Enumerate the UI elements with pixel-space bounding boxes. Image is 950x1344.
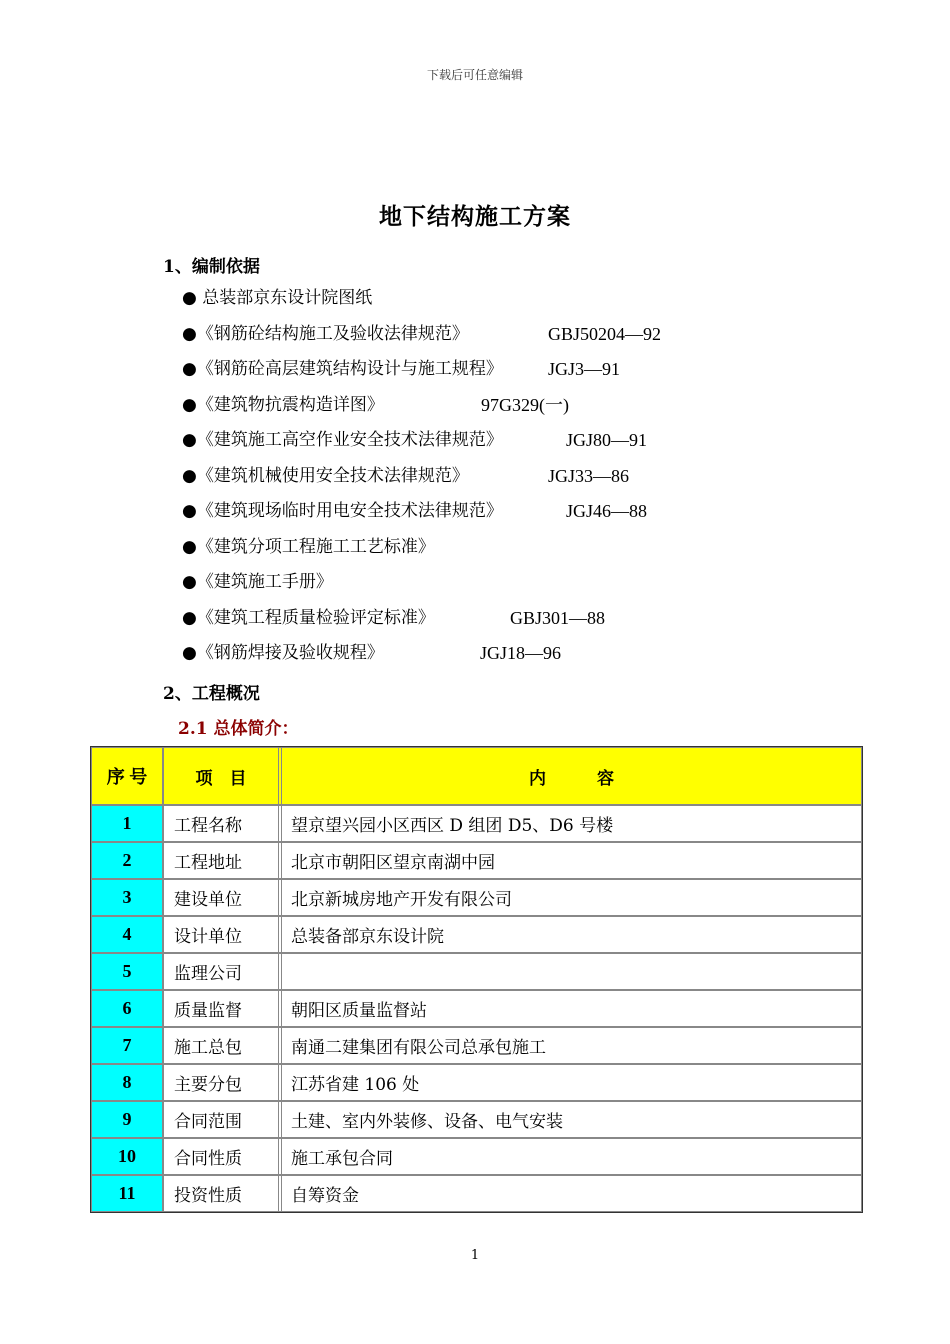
reference-item: [182, 602, 882, 638]
overview-table: [90, 746, 863, 1213]
reference-item: [182, 318, 882, 354]
reference-code: JGJ33—86: [548, 465, 630, 486]
reference-code: GBJ301—88: [510, 607, 606, 628]
reference-title: ●《钢筋砼高层建筑结构设计与施工规程》: [182, 359, 503, 379]
reference-item: [182, 495, 882, 531]
reference-title: ●《建筑工程质量检验评定标准》: [182, 607, 435, 628]
reference-title: ●《建筑现场临时用电安全技术法律规范》: [182, 501, 503, 521]
row-number: 11: [91, 1175, 163, 1212]
row-number: 4: [91, 916, 163, 953]
row-content: 自筹资金: [281, 1175, 862, 1212]
section-2-heading: 2、工程概况: [163, 684, 260, 704]
page-number: 1: [470, 1248, 480, 1263]
reference-item: [182, 389, 882, 425]
row-item: 施工总包: [163, 1027, 279, 1064]
section-1-heading: 1、编制依据: [163, 257, 260, 277]
table-header-row: [91, 747, 862, 805]
row-content: 江苏省建 106 处: [281, 1064, 862, 1101]
row-number: 9: [91, 1101, 163, 1138]
row-content: 南通二建集团有限公司总承包施工: [281, 1027, 862, 1064]
row-content: [281, 953, 862, 990]
section-2-1-heading: 2.1 总体简介：: [178, 719, 299, 739]
row-number: 5: [91, 953, 163, 990]
row-number: 7: [91, 1027, 163, 1064]
reference-code: GBJ50204—92: [548, 323, 662, 344]
table-row: [91, 1138, 862, 1175]
row-number: 1: [91, 805, 163, 842]
reference-title: ●《建筑机械使用安全技术法律规范》: [182, 465, 469, 486]
reference-title: ●《钢筋砼结构施工及验收法律规范》: [182, 323, 469, 344]
reference-code: JGJ80—91: [566, 430, 648, 450]
reference-title: ●《建筑施工手册》: [182, 572, 333, 592]
row-content: 土建、室内外装修、设备、电气安装: [281, 1101, 862, 1138]
table-row: [91, 805, 862, 842]
reference-item: [182, 566, 882, 602]
row-number: 6: [91, 990, 163, 1027]
reference-item: [182, 531, 882, 567]
row-item: 工程名称: [163, 805, 279, 842]
table-row: [91, 916, 862, 953]
table-row: [91, 842, 862, 879]
reference-code: JGJ46—88: [566, 501, 648, 521]
header-content: 内 容: [281, 747, 862, 805]
table-row: [91, 1027, 862, 1064]
row-number: 10: [91, 1138, 163, 1175]
row-number: 2: [91, 842, 163, 879]
table-row: [91, 1101, 862, 1138]
row-number: 8: [91, 1064, 163, 1101]
row-item: 合同性质: [163, 1138, 279, 1175]
reference-list: [182, 282, 882, 673]
row-content: 北京市朝阳区望京南湖中园: [281, 842, 862, 879]
reference-title: ●《钢筋焊接及验收规程》: [182, 643, 384, 663]
table-row: [91, 990, 862, 1027]
row-item: 投资性质: [163, 1175, 279, 1212]
header-item: 项 目: [163, 747, 279, 805]
row-item: 工程地址: [163, 842, 279, 879]
table-row: [91, 953, 862, 990]
row-content: 施工承包合同: [281, 1138, 862, 1175]
row-item: 主要分包: [163, 1064, 279, 1101]
reference-code: JGJ18—96: [480, 643, 562, 663]
table-row: [91, 1064, 862, 1101]
row-content: 望京望兴园小区西区 D 组团 D5、D6 号楼: [281, 805, 862, 842]
row-item: 质量监督: [163, 990, 279, 1027]
header-number: 序 号: [91, 747, 163, 805]
row-item: 建设单位: [163, 879, 279, 916]
reference-item: [182, 637, 882, 673]
reference-title: ●《建筑分项工程施工工艺标准》: [182, 536, 435, 557]
row-content: 总装备部京东设计院: [281, 916, 862, 953]
row-content: 朝阳区质量监督站: [281, 990, 862, 1027]
row-item: 合同范围: [163, 1101, 279, 1138]
reference-code: JGJ3—91: [548, 359, 621, 379]
reference-title: ●《建筑物抗震构造详图》: [182, 394, 384, 415]
row-item: 设计单位: [163, 916, 279, 953]
table-row: [91, 879, 862, 916]
table-row: [91, 1175, 862, 1212]
reference-code: 97G329(一): [481, 394, 569, 415]
row-number: 3: [91, 879, 163, 916]
document-title: 地下结构施工方案: [379, 203, 571, 230]
reference-title: ● 总装部京东设计院图纸: [182, 288, 373, 308]
header-note: 下载后可任意编辑: [426, 68, 523, 82]
reference-item: [182, 282, 882, 318]
reference-item: [182, 460, 882, 496]
row-content: 北京新城房地产开发有限公司: [281, 879, 862, 916]
row-item: 监理公司: [163, 953, 279, 990]
reference-item: [182, 353, 882, 389]
reference-item: [182, 424, 882, 460]
reference-title: ●《建筑施工高空作业安全技术法律规范》: [182, 430, 503, 450]
